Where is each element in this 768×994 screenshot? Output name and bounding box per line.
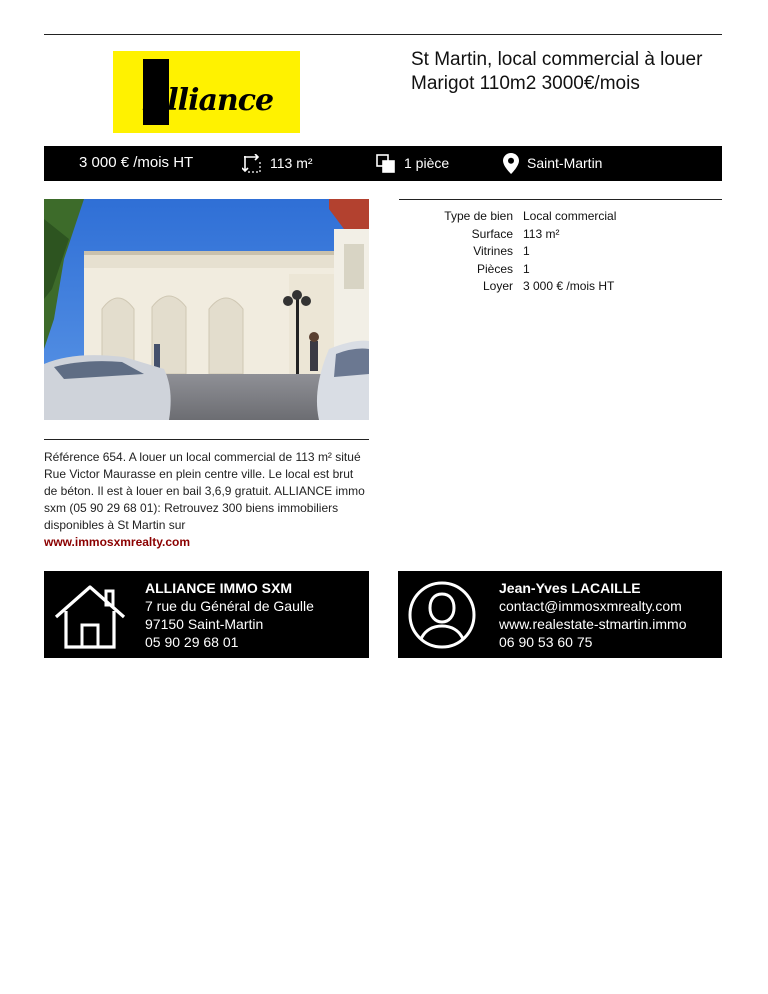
details-divider (399, 199, 722, 200)
top-divider (44, 34, 722, 35)
user-avatar-icon (407, 580, 477, 650)
detail-label: Pièces (476, 261, 513, 276)
detail-row (399, 278, 722, 296)
price-text: 3 000 € /mois HT (79, 154, 194, 171)
detail-label: Type de bien (444, 209, 513, 223)
description-text: Référence 654. A louer un local commercial de 113 m² situé Rue Victor Maurasse en plein centre ville. Le local est brut de béton. Il est à louer en bail 3,6,9 gratuit. ALLIANCE immo sxm (05 90 29 68 01): Retrouvez 300 biens immobiliers disponibles à St Martin sur (44, 450, 365, 532)
detail-label: Loyer (482, 279, 513, 293)
surface-icon (242, 154, 262, 174)
logo-text: Alliance (145, 83, 274, 118)
agent-card (398, 571, 722, 658)
detail-value: 3 000 € /mois HT (523, 279, 615, 293)
detail-value: Local commercial (523, 209, 617, 223)
detail-row (399, 243, 722, 261)
agency-name: ALLIANCE IMMO SXM (145, 580, 292, 596)
description-divider (44, 439, 369, 440)
agent-name: Jean-Yves LACAILLE (499, 580, 641, 596)
location-text: Saint-Martin (527, 155, 603, 171)
detail-value: 1 (523, 244, 530, 258)
agent-website[interactable]: www.realestate-stmartin.immo (499, 616, 687, 632)
agent-phone: 06 90 53 60 75 (499, 634, 593, 650)
title-line-2: Marigot 110m2 3000€/mois (411, 73, 640, 94)
detail-row (399, 208, 722, 226)
surface-text: 113 m² (270, 155, 313, 171)
rooms-icon (376, 154, 396, 174)
description (44, 449, 369, 551)
agent-email[interactable]: contact@immosxmrealty.com (499, 598, 682, 614)
property-photo (44, 199, 369, 420)
detail-label: Surface (471, 226, 513, 241)
agency-address-line-2: 97150 Saint-Martin (145, 616, 264, 632)
details-table (399, 208, 722, 296)
alliance-logo (113, 51, 300, 133)
website-link[interactable]: www.immosxmrealty.com (44, 535, 191, 549)
agency-phone: 05 90 29 68 01 (145, 634, 239, 650)
listing-title (411, 48, 731, 96)
detail-row (399, 261, 722, 279)
detail-value: 113 m² (523, 226, 560, 241)
detail-label: Vitrines (473, 244, 513, 258)
house-icon (52, 581, 128, 649)
detail-value: 1 (523, 261, 530, 276)
agency-address-line-1: 7 rue du Général de Gaulle (145, 598, 314, 614)
summary-bar (44, 146, 722, 181)
detail-row (399, 226, 722, 244)
title-line-1: St Martin, local commercial à louer (411, 49, 703, 70)
rooms-text: 1 pièce (404, 155, 450, 171)
location-pin-icon (503, 153, 519, 174)
agency-card (44, 571, 369, 658)
